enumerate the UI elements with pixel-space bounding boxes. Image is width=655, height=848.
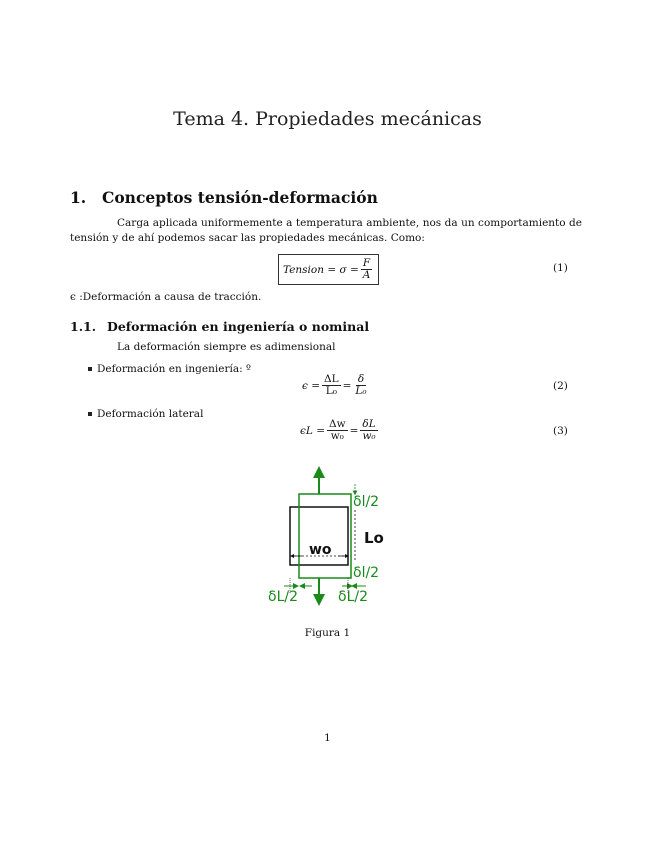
eq3-fraction-1 [327,419,348,442]
eq2-num1: ΔL [324,373,339,385]
bullet-marker [88,367,92,371]
label-delta-bottom: δl/2 [353,565,380,581]
bullet-marker [88,412,92,416]
bullet-engineering-strain [88,363,251,375]
page-number: 1 [324,732,331,744]
subsection-title: Deformación en ingeniería o nominal [107,319,370,334]
epsilon-note: ϵ :Deformación a causa de tracción. [70,291,262,303]
subsection-number: 1.1. [70,319,97,334]
eq2-den2: L₀ [355,385,367,397]
eq3-num2: δL [362,418,376,430]
eq3-lhs: ϵL = [300,424,325,437]
eq3-den2: w₀ [362,430,376,442]
eq3-num1: Δw [329,418,346,430]
bullet-lateral-strain [88,408,203,420]
eq1-fraction [361,258,373,281]
eq2-fraction-2 [353,374,368,397]
page-title: Tema 4. Propiedades mecánicas [173,108,482,130]
adimensional-text: La deformación siempre es adimensional [117,341,336,353]
eq2-number: (2) [553,380,568,392]
section-title: Conceptos tensión-deformación [102,188,378,207]
figure-caption: Figura 1 [304,627,351,639]
label-delta-top: δl/2 [353,494,380,510]
eq3-den1: w₀ [330,430,344,442]
eq3-equals: = [349,424,359,437]
deformation-figure [262,462,392,617]
eq1-lhs: Tension = σ = [283,263,359,276]
eq1-number: (1) [553,262,568,274]
eq2-fraction-1 [322,374,341,397]
eq3-number: (3) [553,425,568,437]
label-deltaL-left: δL/2 [268,589,298,605]
eq2-lhs: ϵ = [302,379,321,392]
intro-paragraph: Carga aplicada uniformemente a temperatura ambiente, nos da un comportamiento de tensión y de ahí podemos sacar las propiedades mecánicas. Como: [70,217,582,244]
eq2-den1: L₀ [325,385,337,397]
equation-3 [300,419,380,442]
eq2-num2: δ [357,373,365,385]
eq1-denominator: A [362,269,371,281]
label-L0: Lo [364,529,384,547]
equation-2 [302,374,371,397]
equation-1 [278,254,379,285]
section-number: 1. [70,188,87,207]
bullet-text: Deformación lateral [97,408,204,420]
bullet-text: Deformación en ingeniería: º [97,363,251,375]
section-heading-1 [70,188,378,207]
eq1-numerator: F [362,257,371,269]
label-w0: wo [309,542,332,558]
eq3-fraction-2 [360,419,377,442]
label-deltaL-right: δL/2 [338,589,368,605]
eq2-equals: = [342,379,352,392]
section-heading-1-1 [70,319,369,334]
